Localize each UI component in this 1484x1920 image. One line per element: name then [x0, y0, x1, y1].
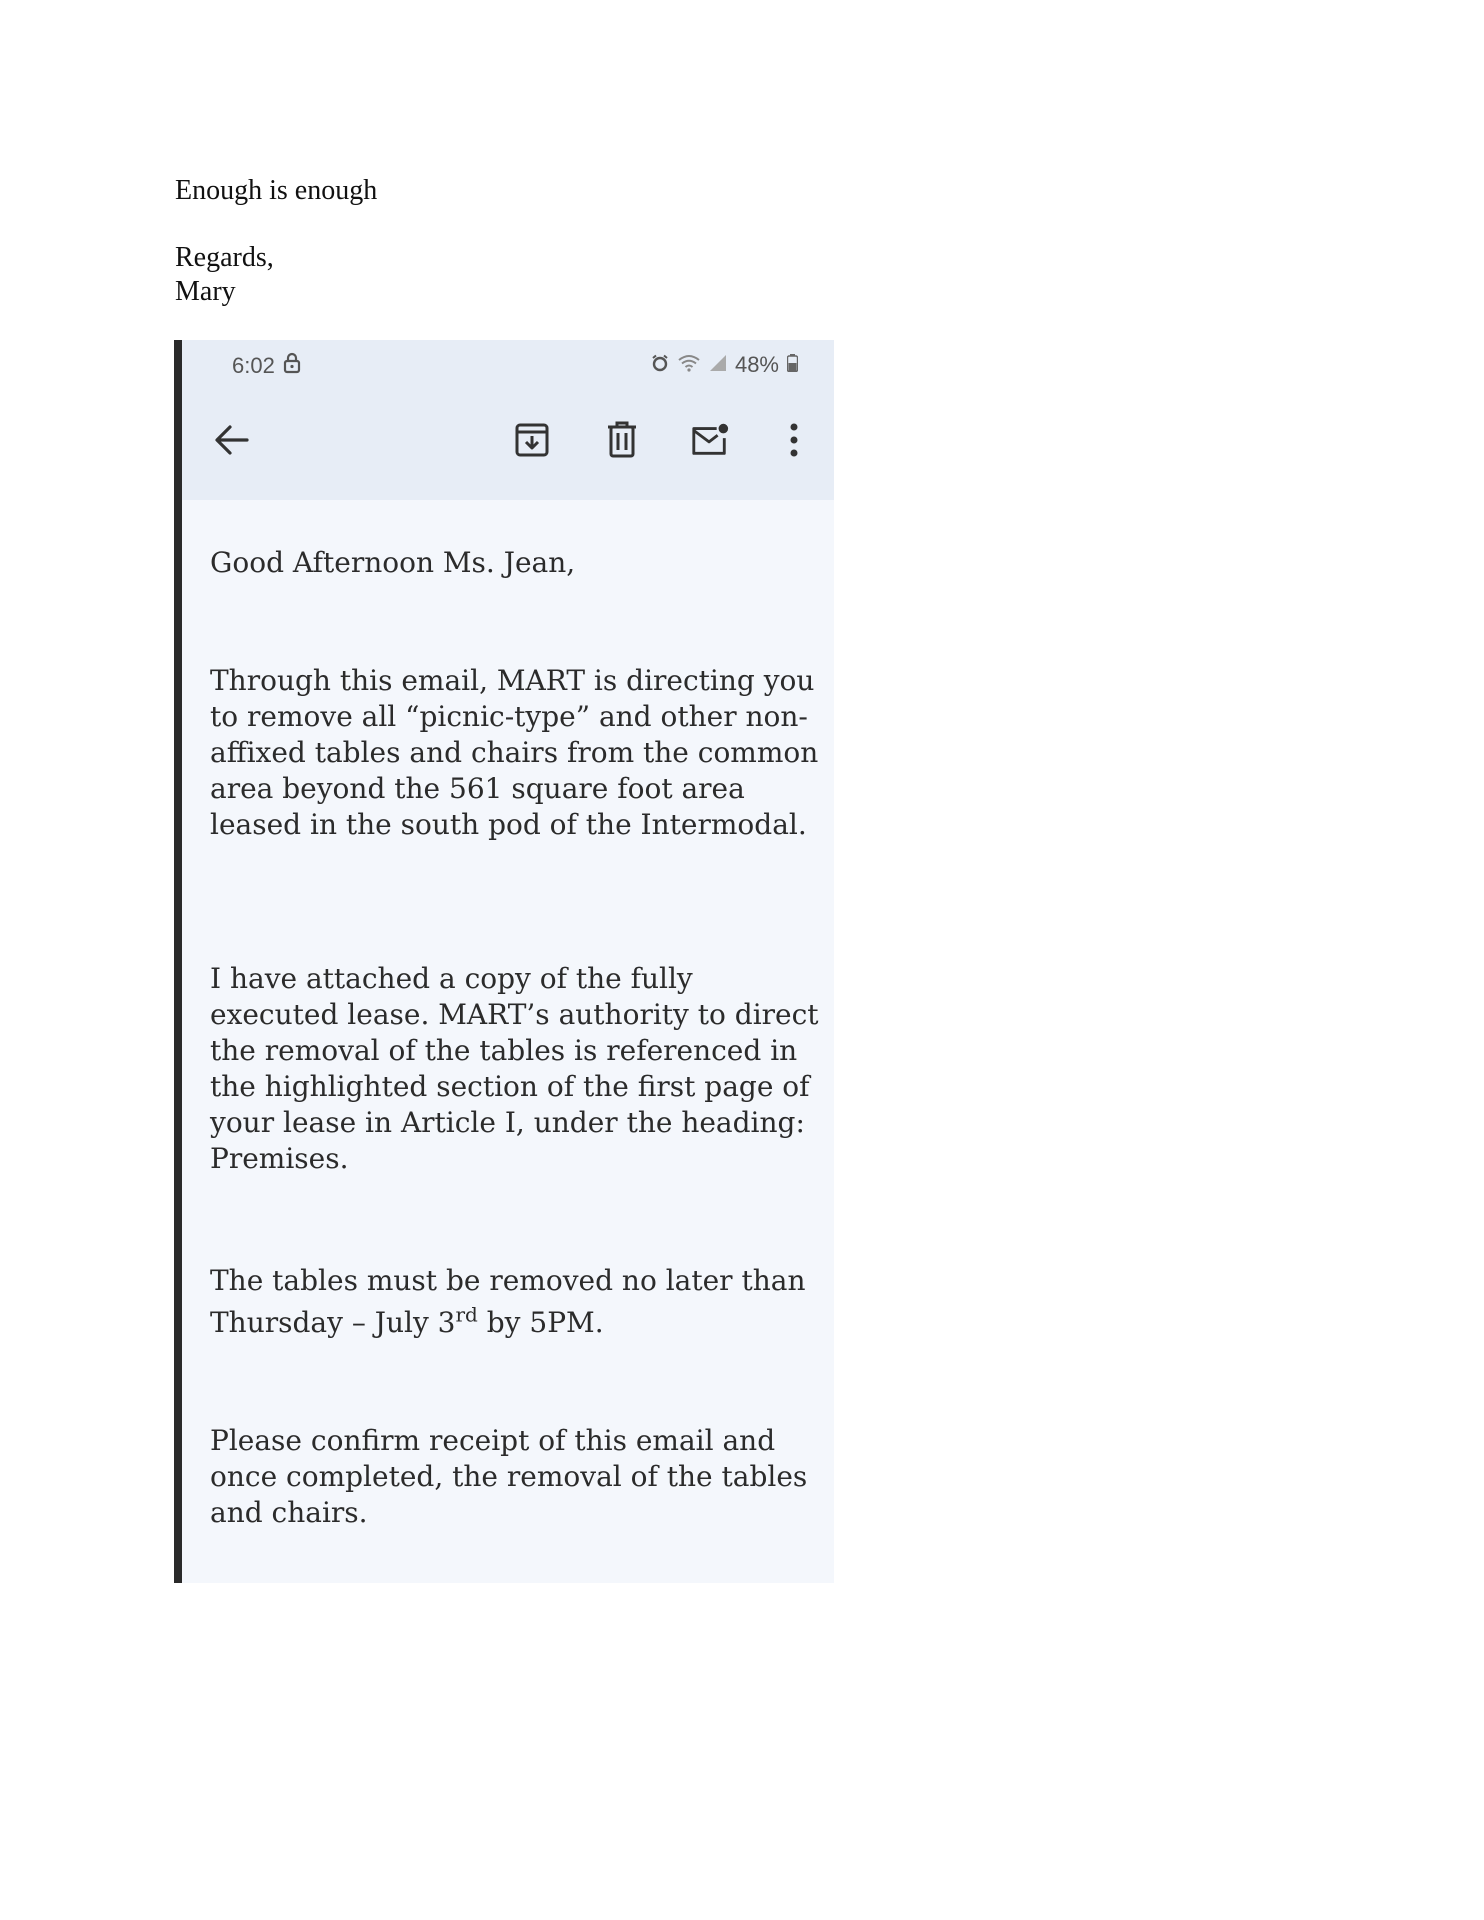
- document-signature: Mary: [175, 276, 236, 307]
- wifi-icon: [677, 352, 701, 378]
- phone-screenshot: [174, 340, 834, 1583]
- battery-icon: [787, 352, 798, 378]
- mark-unread-icon[interactable]: [690, 420, 730, 460]
- back-arrow-icon[interactable]: [212, 420, 252, 460]
- email-paragraph-1: Through this email, MART is directing you to remove all “picnic-type” and other non-affixed tables and chairs from the common area beyond the 561 square foot area leased in the south pod of the Intermodal.: [210, 664, 819, 841]
- document-line-enough: Enough is enough: [175, 175, 378, 206]
- email-paragraph-2: I have attached a copy of the fully executed lease. MART’s authority to direct the removal of the tables is referenced in the highlighted section of the first page of your lease in Article I, under the heading: Premises.: [210, 962, 819, 1175]
- email-paragraph-3-superscript: rd: [455, 1302, 478, 1327]
- email-paragraph-3-text: The tables must be removed no later than Thursday – July 3: [210, 1264, 806, 1339]
- email-greeting: Good Afternoon Ms. Jean,: [210, 546, 576, 579]
- email-paragraph-3-tail: by 5PM.: [477, 1306, 604, 1339]
- status-bar-left: [232, 352, 301, 380]
- signal-icon: [709, 352, 727, 378]
- archive-icon[interactable]: [512, 420, 552, 460]
- battery-level: 48%: [734, 352, 779, 377]
- status-bar-right: [651, 352, 798, 378]
- app-bar: [182, 340, 834, 500]
- alarm-icon: [651, 352, 669, 378]
- email-paragraph-3: [210, 1260, 830, 1344]
- trash-icon[interactable]: [602, 420, 642, 460]
- more-vert-icon[interactable]: [774, 420, 814, 460]
- lock-icon: [283, 352, 301, 380]
- email-paragraph-4: Please confirm receipt of this email and once completed, the removal of the tables and chairs.: [210, 1424, 808, 1529]
- status-time: 6:02: [232, 353, 275, 378]
- document-regards: Regards,: [175, 242, 274, 273]
